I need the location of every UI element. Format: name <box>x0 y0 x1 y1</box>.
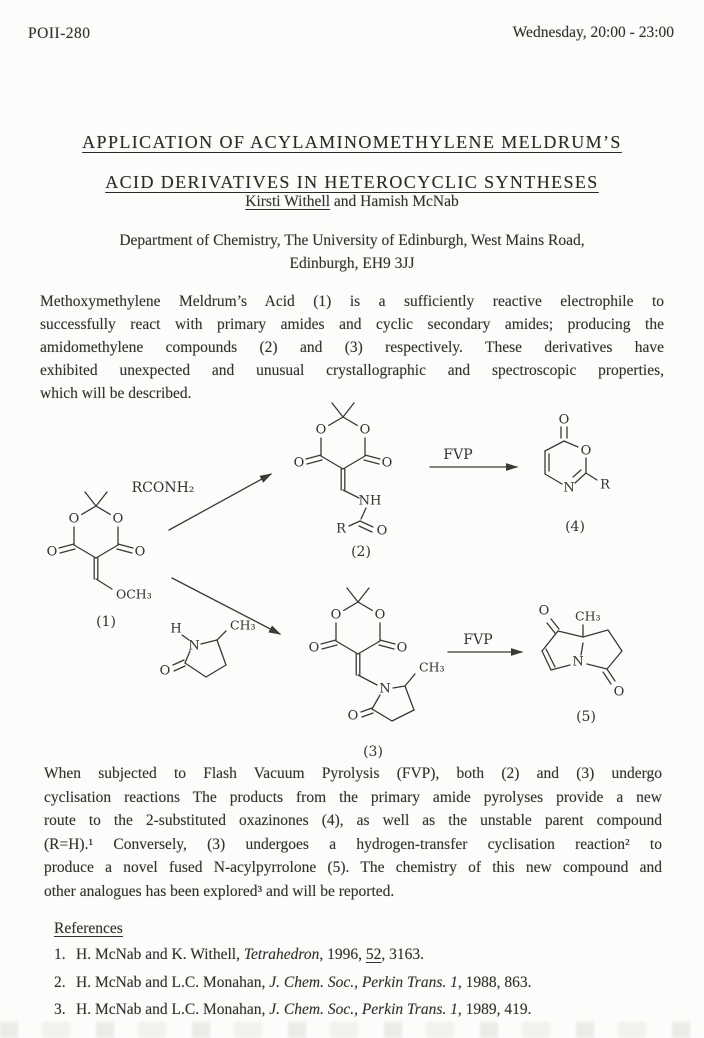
text-line: When subjected to Flash Vacuum Pyrolysis (FVP), both (2) and (3) undergo <box>44 765 662 782</box>
ring-nitrogen-label: N <box>188 638 200 654</box>
r-group-label: R <box>336 521 346 537</box>
reaction-scheme: O OCH₃ (1) RCONH₂ NH O R (2) FVP O O N R (4) H N CH₃ O N CH₃ O (3) FVP CH₃ O N O (5) <box>30 400 690 760</box>
fvp-arrow-1 <box>430 447 517 467</box>
reference-number: 3. <box>54 1001 66 1018</box>
ring-nitrogen-label: N <box>379 681 391 697</box>
page-title <box>0 122 704 202</box>
title-line-2: ACID DERIVATIVES IN HETEROCYCLIC SYNTHESES <box>105 172 599 192</box>
journal-name: Tetrahedron <box>243 946 320 963</box>
r-group-label: R <box>600 477 610 493</box>
reagent-rconh2-label: RCONH₂ <box>131 480 195 496</box>
nh-hydrogen-label: H <box>170 621 182 637</box>
volume-number: 52 <box>365 946 382 963</box>
reference-text: H. McNab and K. Withell, <box>76 946 244 963</box>
reference-number: 1. <box>54 946 66 963</box>
text-line: successfully react with primary amides and cyclic secondary amides; producing the <box>40 316 664 333</box>
abstract-paragraph-1 <box>40 290 664 405</box>
poster-code: POII-280 <box>28 25 91 42</box>
text-line: cyclisation reactions The products from the primary amide pyrolyses provide a new <box>44 788 662 806</box>
text-line: exhibited unexpected and unusual crystallographic and spectroscopic properties, <box>40 362 664 379</box>
compound-2-structure <box>294 403 393 560</box>
amide-nh-label: NH <box>358 493 382 509</box>
compound-2-label: (2) <box>351 544 371 560</box>
carbonyl-oxygen-label: O <box>159 663 171 679</box>
fvp-label: FVP <box>463 632 493 648</box>
ring-nitrogen-label: N <box>572 654 584 670</box>
methyl-group-label: CH₃ <box>419 659 445 675</box>
scan-artifact-band <box>0 1022 704 1038</box>
session-time: Wednesday, 20:00 - 23:00 <box>512 24 674 41</box>
reagent-pyrrolidinone-structure <box>160 618 256 679</box>
text-line: Methoxymethylene Meldrum’s Acid (1) is a sufficiently reactive electrophile to <box>40 293 664 310</box>
abstract-paragraph-2 <box>44 762 662 903</box>
author-first: Kirsti Withell <box>245 193 331 210</box>
affiliation-line-2: Edinburgh, EH9 3JJ <box>289 255 415 272</box>
carbonyl-oxygen-label: O <box>613 684 625 700</box>
text-line: other analogues has been explored³ and will be reported. <box>44 882 395 900</box>
reference-text: , 1989, 419. <box>457 1001 532 1018</box>
arrow-to-compound-3 <box>172 578 280 634</box>
reference-text: , 3163. <box>381 946 424 963</box>
compound-3-label: (3) <box>363 744 383 760</box>
compound-5-label: (5) <box>576 709 596 725</box>
text-line: produce a novel fused N-acylpyrrolone (5). The chemistry of this new compound and <box>44 859 662 876</box>
ring-nitrogen-label: N <box>563 480 575 496</box>
author-second: and Hamish McNab <box>330 193 459 210</box>
reference-text: , 1996, <box>319 946 366 963</box>
reference-item <box>54 974 531 992</box>
reference-item <box>54 1001 531 1019</box>
compound-3-structure <box>309 588 445 760</box>
methoxy-group-label: OCH₃ <box>116 586 152 602</box>
reference-text: H. McNab and L.C. Monahan, <box>76 1001 270 1018</box>
title-line-1: APPLICATION OF ACYLAMINOMETHYLENE MELDRUM’S <box>82 132 622 152</box>
carbonyl-oxygen-label: O <box>538 603 550 619</box>
reference-item <box>54 946 531 964</box>
affiliation <box>0 229 704 275</box>
carbonyl-oxygen-label: O <box>558 412 570 428</box>
text-line: (R=H).¹ Conversely, (3) undergoes a hydrogen-transfer cyclisation reaction² to <box>44 835 662 853</box>
reference-text: H. McNab and L.C. Monahan, <box>76 973 270 991</box>
fvp-label: FVP <box>443 447 473 463</box>
methyl-group-label: CH₃ <box>230 617 256 633</box>
carbonyl-oxygen-label: O <box>347 708 359 724</box>
text-line: amidomethylene compounds (2) and (3) respectively. These derivatives have <box>40 339 664 356</box>
authors-line <box>0 193 704 211</box>
amide-oxygen-label: O <box>376 523 388 539</box>
reference-text: , 1988, 863. <box>457 973 532 991</box>
reference-number: 2. <box>54 973 66 991</box>
ring-oxygen-label: O <box>580 443 592 459</box>
references-section <box>54 920 531 1029</box>
affiliation-line-1: Department of Chemistry, The University of Edinburgh, West Mains Road, <box>119 232 585 249</box>
compound-1-label: (1) <box>96 614 116 630</box>
text-line: which will be described. <box>40 385 192 402</box>
journal-name: J. Chem. Soc., Perkin Trans. 1 <box>269 1001 458 1018</box>
compound-4-label: (4) <box>565 519 585 535</box>
compound-4-structure <box>545 413 611 536</box>
references-heading: References <box>54 920 123 937</box>
methyl-group-label: CH₃ <box>575 608 601 624</box>
compound-1-structure <box>47 492 152 630</box>
arrow-rconh2 <box>132 474 271 530</box>
fvp-arrow-2 <box>448 632 522 652</box>
compound-5-structure <box>539 604 625 726</box>
journal-name: J. Chem. Soc., Perkin Trans. 1 <box>269 973 458 991</box>
text-line: route to the 2-substituted oxazinones (4), as well as the unstable parent compound <box>44 812 662 829</box>
